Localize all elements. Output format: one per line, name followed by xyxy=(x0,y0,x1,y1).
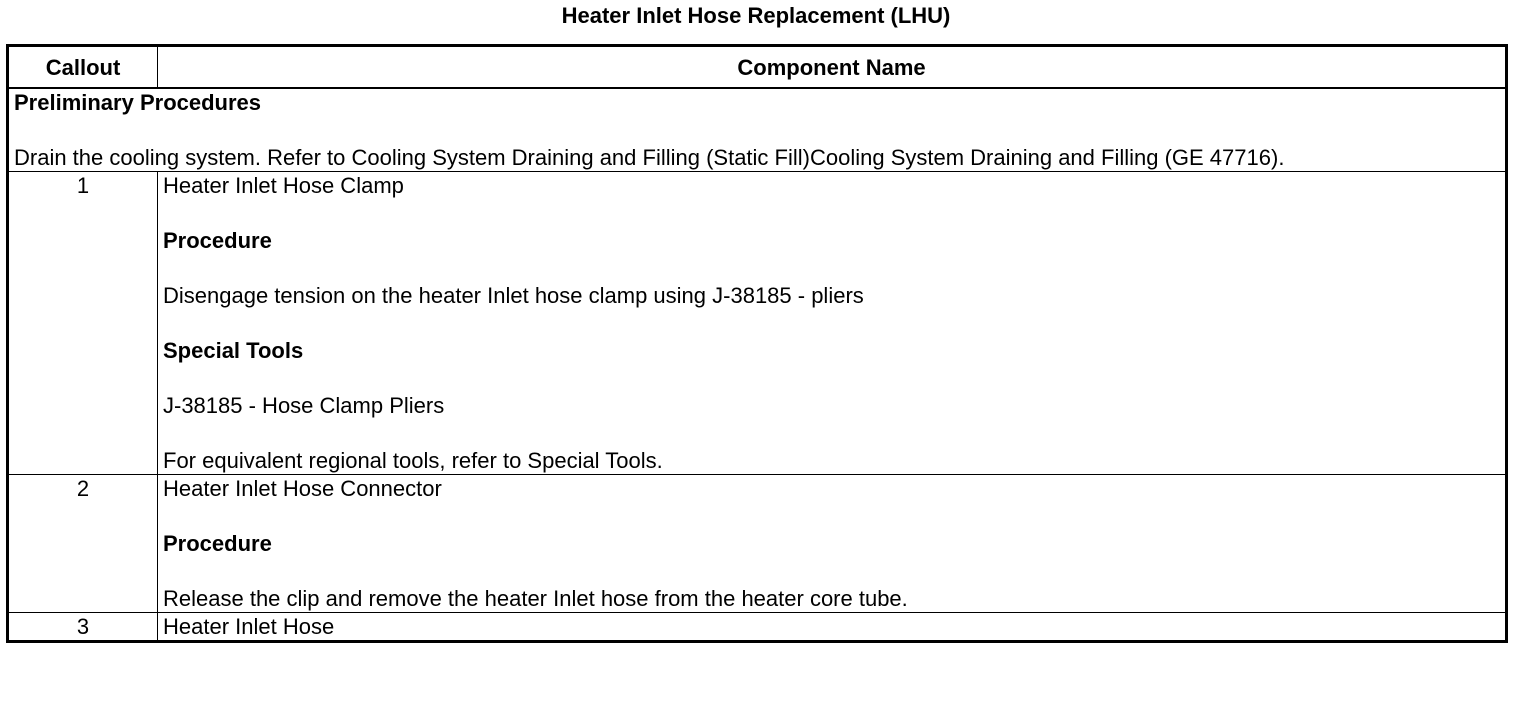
special-tools-note: For equivalent regional tools, refer to Special Tools. xyxy=(163,448,663,473)
table-row xyxy=(8,475,1507,613)
special-tools-text: J-38185 - Hose Clamp Pliers xyxy=(163,393,445,418)
procedure-heading: Procedure xyxy=(163,531,272,556)
table-header-row xyxy=(8,46,1507,89)
component-name: Heater Inlet Hose Clamp xyxy=(163,173,404,198)
preliminary-procedures-text: Drain the cooling system. Refer to Cooling System Draining and Filling (Static Fill)Cooling System Draining and Filling (GE 47716). xyxy=(14,145,1285,170)
callout-number: 1 xyxy=(8,172,158,475)
special-tools-heading: Special Tools xyxy=(163,338,304,363)
callout-column-header: Callout xyxy=(8,46,158,89)
preliminary-procedures-row xyxy=(8,88,1507,172)
preliminary-procedures-cell xyxy=(8,88,1507,172)
document-title: Heater Inlet Hose Replacement (LHU) xyxy=(561,3,951,28)
procedure-text: Release the clip and remove the heater Inlet hose from the heater core tube. xyxy=(163,586,908,611)
callout-number: 3 xyxy=(8,613,158,642)
callout-number: 2 xyxy=(8,475,158,613)
table-row xyxy=(8,613,1507,642)
procedure-text: Disengage tension on the heater Inlet hose clamp using J-38185 - pliers xyxy=(163,283,864,308)
component-cell xyxy=(158,613,1507,642)
procedure-table xyxy=(6,44,1508,643)
procedure-heading: Procedure xyxy=(163,228,272,253)
component-cell xyxy=(158,172,1507,475)
component-cell xyxy=(158,475,1507,613)
component-name: Heater Inlet Hose xyxy=(163,614,335,639)
table-row xyxy=(8,172,1507,475)
preliminary-procedures-heading: Preliminary Procedures xyxy=(14,90,262,115)
component-name-column-header: Component Name xyxy=(158,46,1507,89)
component-name: Heater Inlet Hose Connector xyxy=(163,476,442,501)
